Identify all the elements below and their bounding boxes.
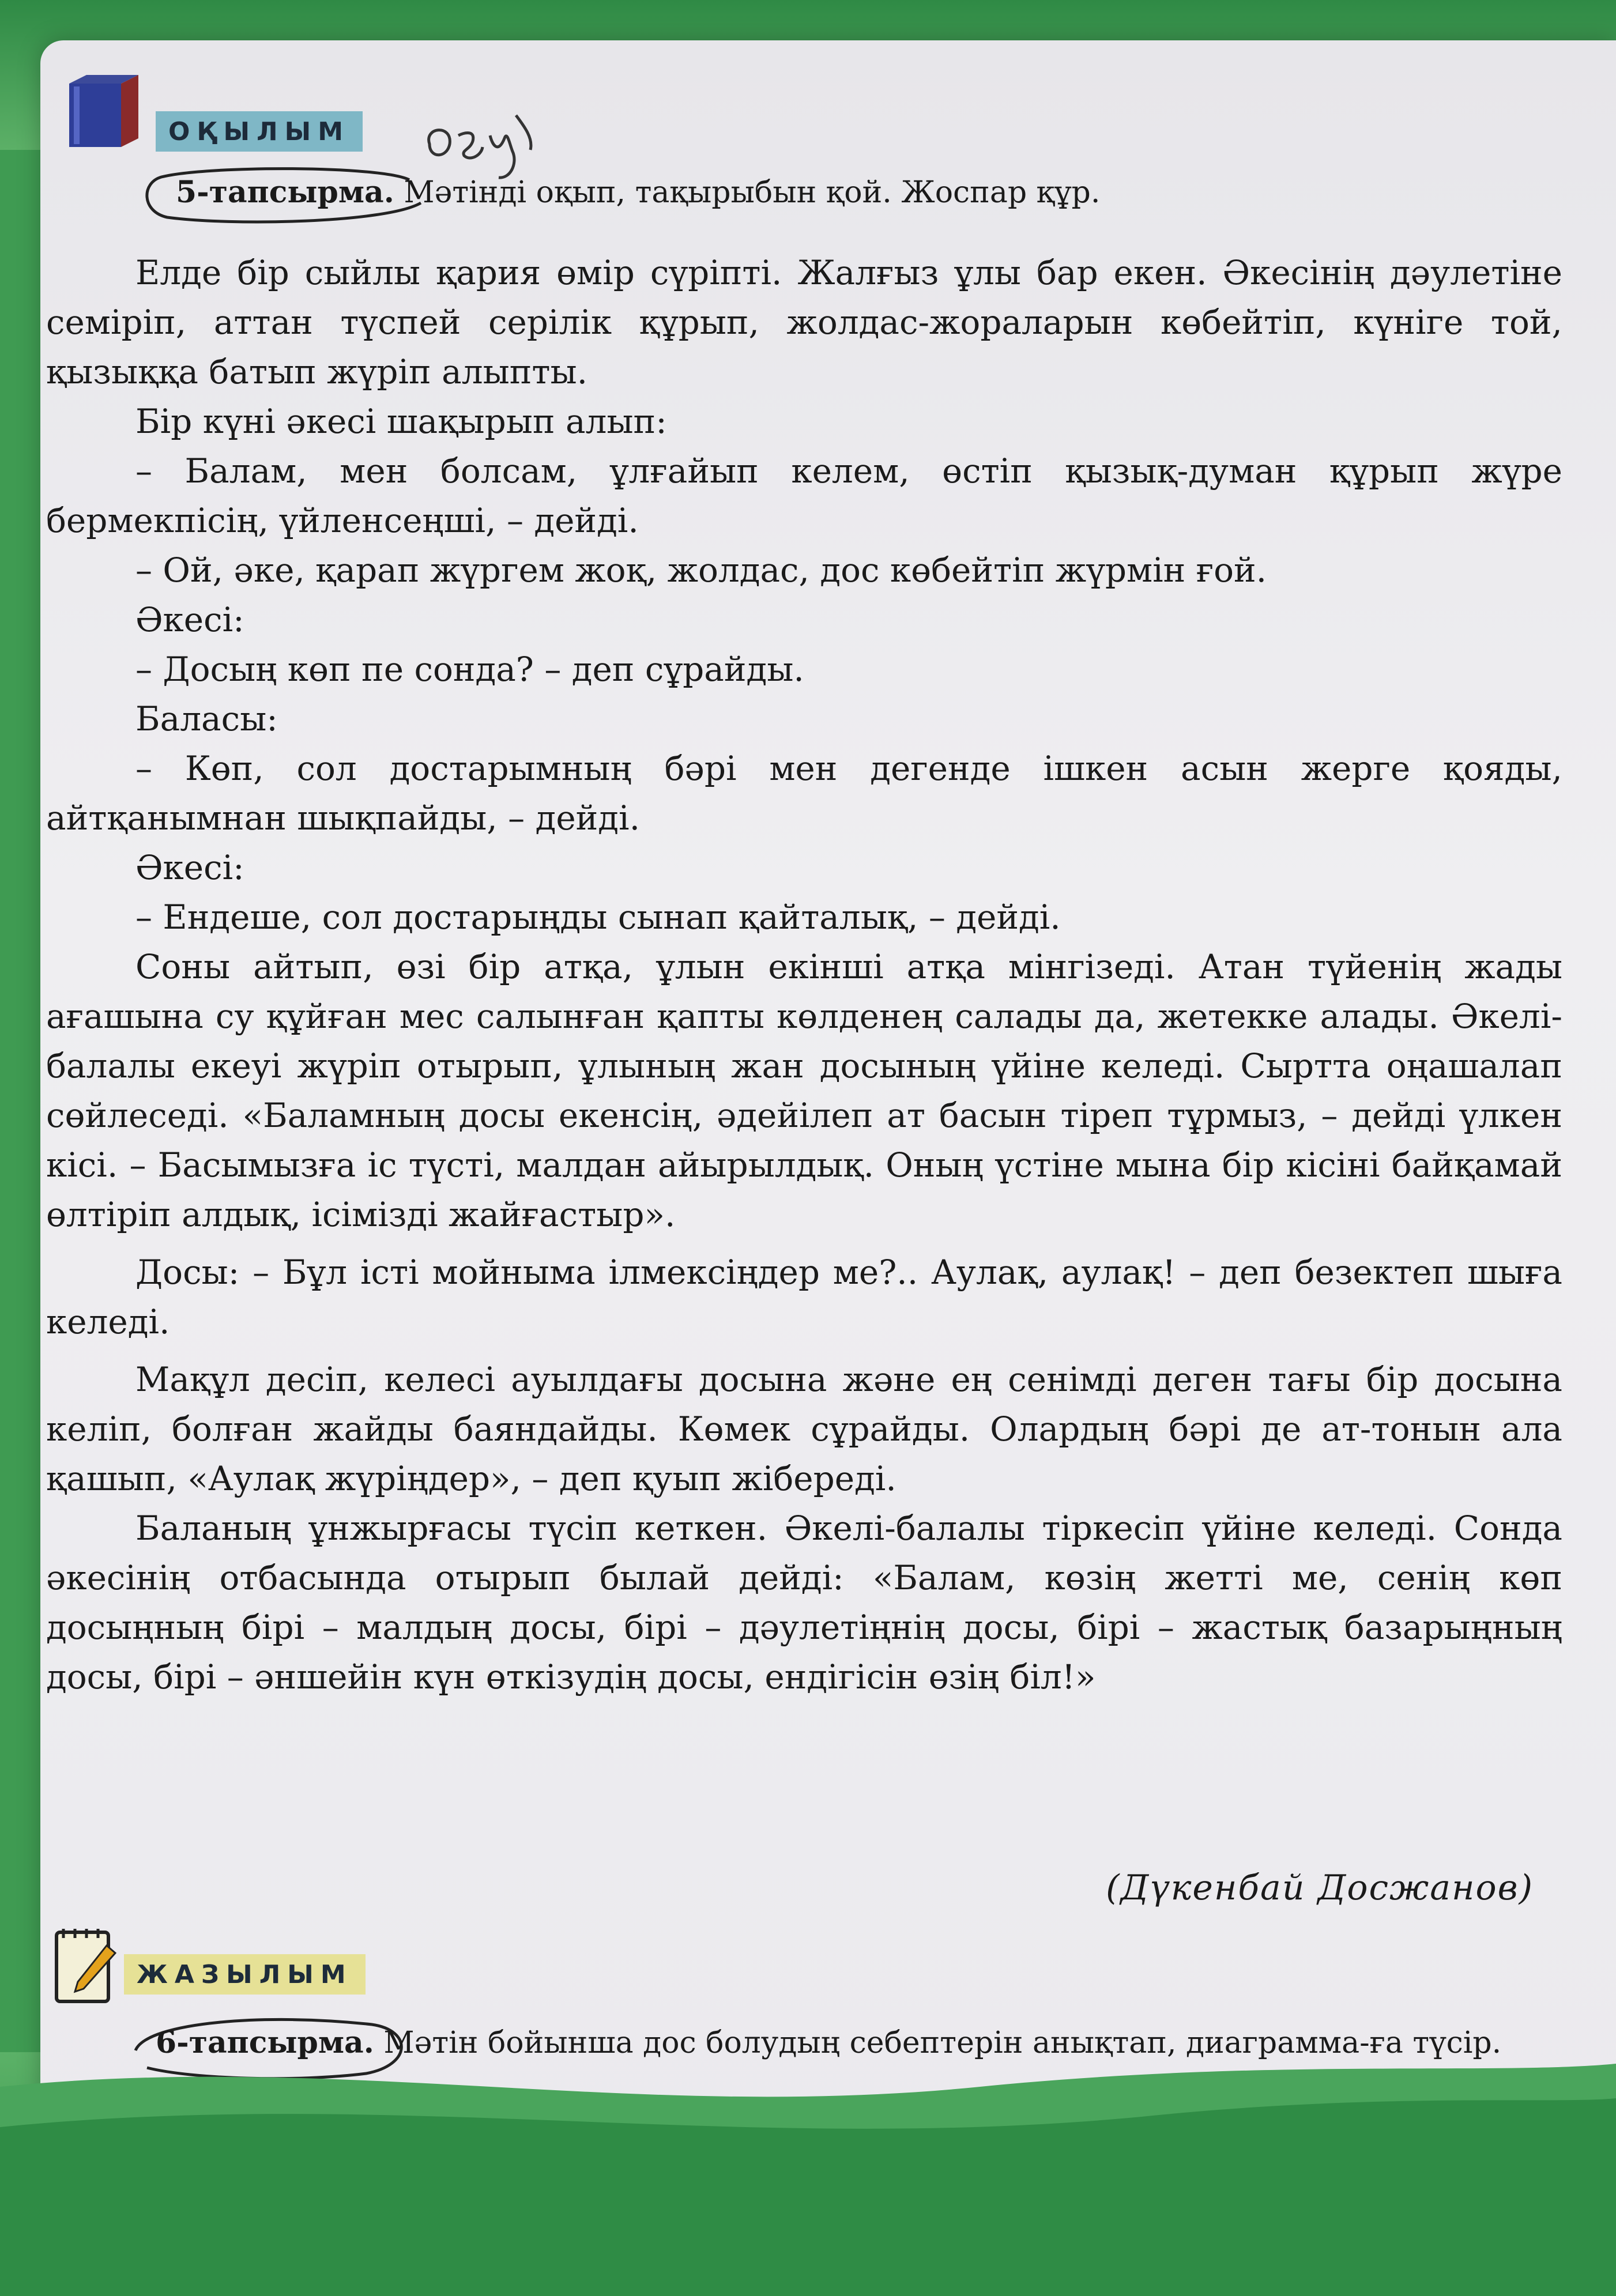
story-paragraph: Әкесі: xyxy=(135,600,244,639)
story-paragraph: – Ендеше, сол достарыңды сынап қайталық, – дейді. xyxy=(135,898,1061,937)
writing-section-label: ЖАЗЫЛЫМ xyxy=(124,1954,366,1995)
story-paragraph: – Көп, сол достарымның бәрі мен дегенде ішкен асын жерге қояды, айтқанымнан шықпайды, – дейді. xyxy=(46,749,1562,838)
story-paragraph: Бір күні әкесі шақырып алып: xyxy=(135,402,667,441)
bottom-wave xyxy=(0,2052,1616,2296)
task-5-number: 5-тапсырма. xyxy=(176,175,394,210)
story-paragraph: Елде бір сыйлы қария өмір сүріпті. Жалғыз ұлы бар екен. Әкесінің дәулетіне семіріп, аттан түспей серілік құрып, жолдас-жораларын көбейтіп, күніге той, қызыққа батып жүріп алыпты. xyxy=(46,253,1562,391)
story-paragraph: – Досың көп пе сонда? – деп сұрайды. xyxy=(135,650,804,689)
story-paragraph: Баласы: xyxy=(135,699,278,738)
story-paragraph: Досы: – Бұл істі мойныма ілмексіңдер ме?.. Аулақ, аулақ! – деп безектеп шыға келеді. xyxy=(46,1253,1562,1341)
task-5 xyxy=(176,173,1588,213)
story-text xyxy=(46,248,1562,1702)
notepad-pencil-icon xyxy=(52,1925,121,2006)
reading-section-label: ОҚЫЛЫМ xyxy=(156,111,363,152)
story-paragraph: – Балам, мен болсам, ұлғайып келем, өстіп қызық-думан құрып жүре бермекпісің, үйленсеңші, – дейді. xyxy=(46,451,1562,540)
handwritten-note xyxy=(418,104,545,184)
story-paragraph: Соны айтып, өзі бір атқа, ұлын екінші атқа мінгізеді. Атан түйенің жады ағашына су құйған мес салынған қапты көлденең салады да, жетекке алады. Әкелі-балалы екеуі жүріп отырып, ұлының жан досының үйіне келеді. Сыртта оңашалап сөйлеседі. «Баламның досы екенсің, әдейілеп ат басын тіреп тұрмыз, – дейді үлкен кісі. – Басымызға іс түсті, малдан айырылдық. Оның үстіне мына бір кісіні байқамай өлтіріп алдық, ісімізді жайғастыр». xyxy=(46,947,1562,1234)
story-paragraph: – Ой, әке, қарап жүргем жоқ, жолдас, дос көбейтіп жүрмін ғой. xyxy=(135,551,1267,590)
book-icon xyxy=(63,69,144,150)
task-6-instruction: Мәтін бойынша дос болудың себептерін анықтап, диаграмма-ға түсір. xyxy=(383,2026,1502,2060)
author: (Дүкенбай Досжанов) xyxy=(1106,1868,1534,1908)
task-6-number: 6-тапсырма. xyxy=(156,2025,374,2060)
story-paragraph: Баланың ұнжырғасы түсіп кеткен. Әкелі-балалы тіркесіп үйіне келеді. Сонда әкесінің отбасында отырып былай дейді: «Балам, көзің жетті ме, сенің көп досыңның бірі – малдың досы, бірі – дәулетіңнің досы, бірі – жастық базарыңның досы, бірі – әншейін күн өткізудің досы, ендігісін өзің біл!» xyxy=(46,1509,1562,1696)
task-5-instruction: Мәтінді оқып, тақырыбын қой. Жоспар құр. xyxy=(404,175,1101,210)
story-paragraph: Мақұл десіп, келесі ауылдағы досына және ең сенімді деген тағы бір досына келіп, болған жайды баяндайды. Көмек сұрайды. Олардың бәрі де ат-тонын ала қашып, «Аулақ жүріңдер», – деп қуып жібереді. xyxy=(46,1360,1562,1498)
story-paragraph: Әкесі: xyxy=(135,848,244,887)
